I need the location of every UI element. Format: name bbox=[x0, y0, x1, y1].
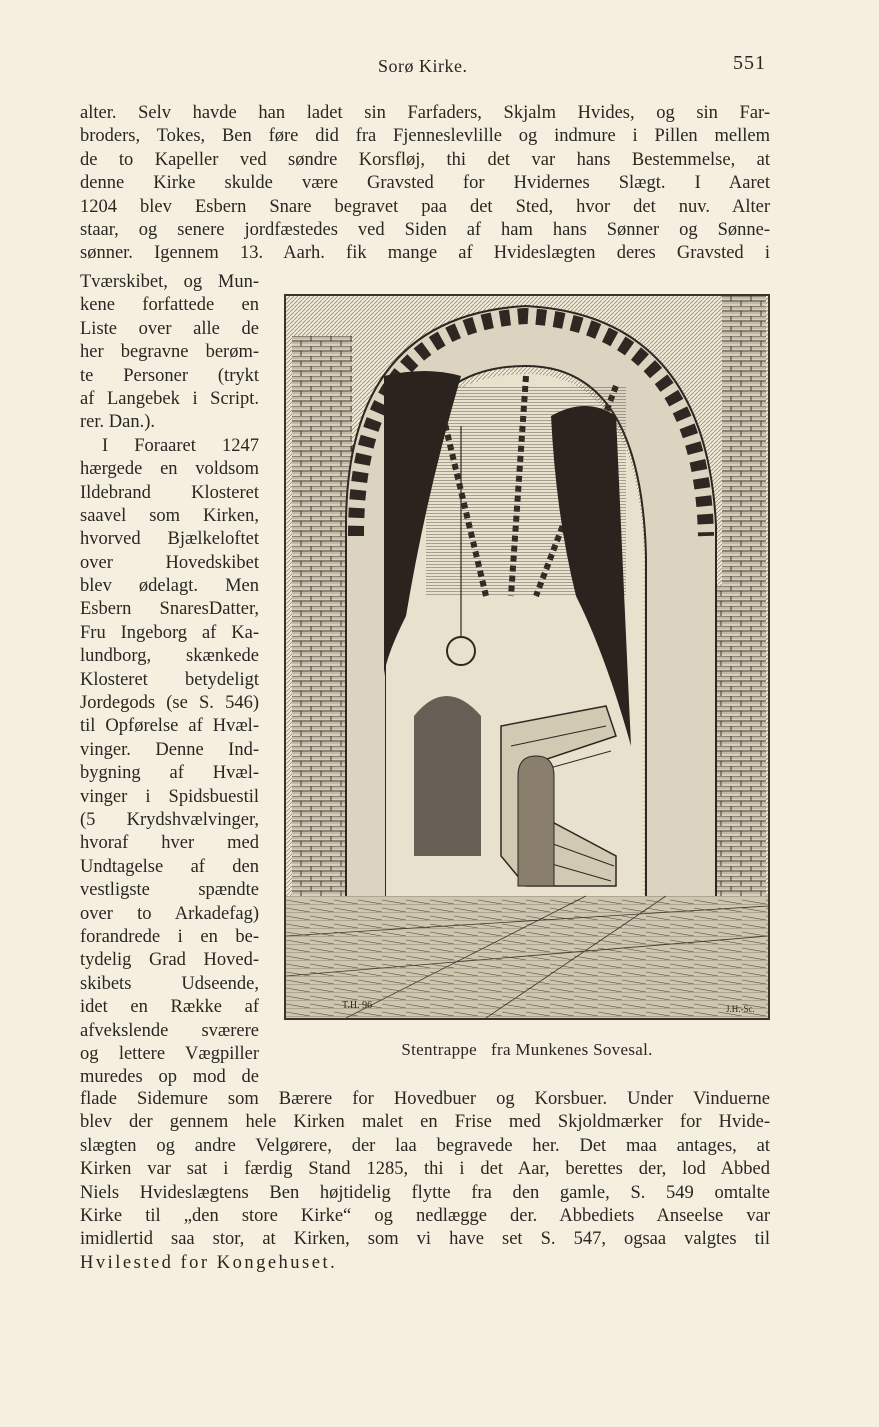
engraver-signature-right: J.H.-Sc. bbox=[726, 1004, 755, 1014]
text-line: slægten og andre Velgørere, der laa begravede her. Det maa antages, at bbox=[80, 1135, 770, 1156]
far-doorway bbox=[414, 696, 481, 856]
text-line: bygning af Hvæl- bbox=[80, 763, 259, 784]
text-line: flade Sidemure som Bærere for Hovedbuer og Korsbuer. Under Vinduerne bbox=[80, 1089, 770, 1109]
text-line: staar, og senere jordfæstedes ved Siden af ham hans Sønner og Sønne- bbox=[80, 219, 770, 240]
text-line: Kirken var sat i færdig Stand 1285, thi i det Aar, berettes der, lod Abbed bbox=[80, 1159, 770, 1180]
text-line: Tværskibet, og Mun- bbox=[80, 272, 259, 292]
text-line: denne Kirke skulde være Gravsted for Hvidernes Slægt. I Aaret bbox=[80, 173, 770, 194]
text-line: (5 Krydshvælvinger, bbox=[80, 809, 259, 830]
text-line: tydelig Grad Hoved- bbox=[80, 950, 259, 971]
text-line: vinger i Spidsbuestil bbox=[80, 786, 259, 807]
right-wall bbox=[722, 296, 766, 976]
text-line: af Langebek i Script. bbox=[80, 388, 259, 409]
text-line: blev der gennem hele Kirken malet en Frise med Skjoldmærker for Hvide- bbox=[80, 1112, 770, 1133]
text-line: broders, Tokes, Ben føre did fra Fjenneslevlille og indmure i Pillen mellem bbox=[80, 126, 770, 147]
stair-arch-door bbox=[518, 756, 554, 886]
text-line: blev ødelagt. Men bbox=[80, 576, 259, 597]
text-line: til Opførelse af Hvæl- bbox=[80, 716, 259, 737]
text-line: alter. Selv havde han ladet sin Farfaders, Skjalm Hvides, og sin Far- bbox=[80, 103, 770, 123]
illustration-stone-staircase bbox=[284, 294, 770, 1020]
text-line: Jordegods (se S. 546) bbox=[80, 693, 259, 714]
text-line: sønner. Igennem 13. Aarh. fik mange af Hvideslægten deres Gravsted i bbox=[80, 243, 770, 264]
text-line: rer. Dan.). bbox=[80, 412, 155, 433]
text-line: imidlertid saa stor, at Kirken, som vi have set S. 547, ogsaa valgtes til bbox=[80, 1229, 770, 1250]
text-line: kene forfattede en bbox=[80, 295, 259, 316]
page-header bbox=[0, 52, 879, 80]
text-line: og lettere Vægpiller bbox=[80, 1043, 259, 1064]
text-line: Niels Hvideslægtens Ben højtidelig flytte fra den gamle, S. 549 omtalte bbox=[80, 1182, 770, 1203]
text-line: Klosteret betydeligt bbox=[80, 669, 259, 690]
text-line: hvoraf hver med bbox=[80, 833, 259, 854]
paragraph-top bbox=[80, 102, 770, 266]
artist-signature-left: T.H. 96 bbox=[342, 1000, 373, 1011]
text-line: Kirke til „den store Kirke“ og nedlægge der. Abbediets Anseelse var bbox=[80, 1205, 770, 1226]
text-line: Esbern SnaresDatter, bbox=[80, 599, 259, 620]
caption-part-2: fra Munkenes Sovesal. bbox=[491, 1040, 653, 1059]
figure-caption bbox=[284, 1040, 770, 1060]
text-line: lundborg, skænkede bbox=[80, 646, 259, 667]
text-line: I Foraaret 1247 bbox=[102, 435, 259, 456]
text-line: saavel som Kirken, bbox=[80, 505, 259, 526]
left-pillar bbox=[292, 336, 352, 976]
page-number: 551 bbox=[733, 52, 766, 74]
text-line: te Personer (trykt bbox=[80, 365, 259, 386]
text-line: Ildebrand Klosteret bbox=[80, 482, 259, 503]
text-line: forandrede i en be- bbox=[80, 926, 259, 947]
text-line: skibets Udseende, bbox=[80, 973, 259, 994]
text-line: 1204 blev Esbern Snare begravet paa det Sted, hvor det nuv. Alter bbox=[80, 196, 770, 217]
text-line: de to Kapeller ved søndre Korsfløj, thi det var hans Bestemmelse, at bbox=[80, 149, 770, 170]
running-title: Sorø Kirke. bbox=[378, 56, 468, 76]
text-line: hvorved Bjælkeloftet bbox=[80, 529, 259, 550]
text-line: Fru Ingeborg af Ka- bbox=[80, 622, 259, 643]
caption-part-1: Stentrappe bbox=[401, 1040, 478, 1059]
text-line: vestligste spændte bbox=[80, 880, 259, 901]
engraving-illustration bbox=[286, 296, 768, 1018]
text-line: muredes op mod de bbox=[80, 1067, 259, 1088]
text-line: Hvilested for Kongehuset. bbox=[80, 1252, 338, 1273]
paragraph-column bbox=[80, 271, 259, 1090]
text-line: Undtagelse af den bbox=[80, 856, 259, 877]
text-line: her begravne berøm- bbox=[80, 342, 259, 363]
paragraph-bottom bbox=[80, 1088, 770, 1275]
text-line: over to Arkadefag) bbox=[80, 903, 259, 924]
text-line: over Hovedskibet bbox=[80, 552, 259, 573]
text-line: hærgede en voldsom bbox=[80, 459, 259, 480]
text-line: Liste over alle de bbox=[80, 318, 259, 339]
text-line: afvekslende sværere bbox=[80, 1020, 259, 1041]
text-line: vinger. Denne Ind- bbox=[80, 739, 259, 760]
text-line: idet en Række af bbox=[80, 997, 259, 1018]
